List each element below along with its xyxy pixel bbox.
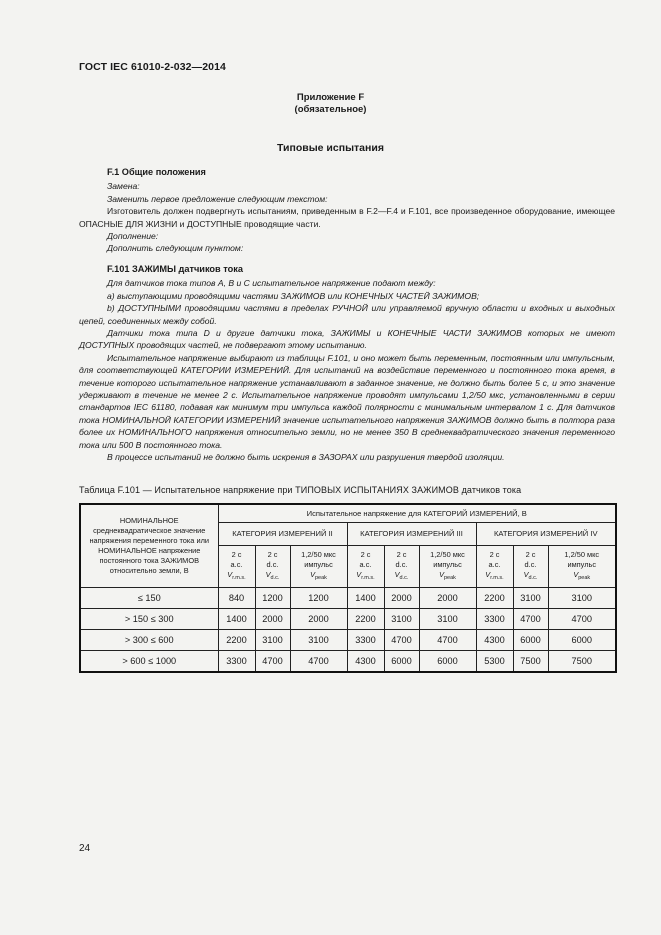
subheader-duration: 2 с [489, 549, 500, 559]
voltage-symbol: V [265, 569, 271, 579]
test-voltage-cell: 6000 [419, 650, 476, 672]
f101-para-2: а) выступающими проводящими частями ЗАЖИМОВ или КОНЕЧНЫХ ЧАСТЕЙ ЗАЖИМОВ; [107, 290, 480, 301]
f101-heading: F.101 ЗАЖИМЫ датчиков тока [107, 264, 243, 274]
subheader-dc-cell [255, 545, 290, 587]
table-row [80, 608, 616, 629]
voltage-subscript: peak [315, 574, 327, 581]
test-voltage-cell: 3300 [476, 608, 513, 629]
f1-heading: F.1 Общие положения [107, 167, 206, 177]
test-voltage-cell: 3100 [548, 587, 616, 608]
test-voltage-cell: 2200 [476, 587, 513, 608]
voltage-symbol: V [523, 569, 529, 579]
voltage-range-cell: ≤ 150 [80, 587, 218, 608]
test-voltage-cell: 6000 [548, 629, 616, 650]
voltage-symbol: V [573, 569, 579, 579]
test-voltage-cell: 2000 [419, 587, 476, 608]
voltage-subscript: d.c. [270, 574, 280, 581]
subheader-duration: 1,2/50 мкс [301, 549, 336, 559]
subheader-ac-cell [347, 545, 384, 587]
test-voltage-cell: 840 [218, 587, 255, 608]
table-body [80, 587, 616, 672]
voltage-symbol: V [485, 569, 491, 579]
section-f101 [79, 263, 615, 464]
annex-title: Приложение F [296, 92, 365, 103]
row-header-cell: НОМИНАЛЬНОЕ среднеквадратическое значение напряжения переменного тока или НОМИНАЛЬНОЕ напряжение постоянного тока ЗАЖИМОВ относительно земли, В [80, 504, 218, 587]
voltage-subscript: d.c. [528, 574, 538, 581]
f1-addition-instruction: Дополнить следующим пунктом: [107, 243, 244, 254]
voltage-symbol: V [356, 569, 362, 579]
voltage-subscript: r.m.s. [490, 574, 504, 581]
f101-para-1: Для датчиков тока типов А, В и С испытательное напряжение подают между: [107, 278, 436, 289]
section-title: Типовые испытания [277, 142, 384, 154]
test-voltage-cell: 6000 [513, 629, 548, 650]
test-voltage-cell: 7500 [513, 650, 548, 672]
test-voltage-cell: 4700 [548, 608, 616, 629]
test-voltage-cell: 2000 [255, 608, 290, 629]
subheader-type: a.c. [359, 559, 372, 569]
f1-paragraph: Изготовитель должен подвергнуть испытаниям, приведенным в F.2—F.4 и F.101, все произведенное оборудование, имеющее ОПАСНЫЕ ДЛЯ ЖИЗНИ и ДОСТУПНЫЕ проводящие части. [79, 206, 615, 229]
test-voltage-cell: 1200 [290, 587, 347, 608]
subheader-symbol [292, 570, 346, 583]
test-voltage-cell: 2000 [384, 587, 419, 608]
subheader-symbol [220, 570, 254, 583]
subheader-duration: 2 с [525, 549, 536, 559]
f101-para-6: В процессе испытаний не должно быть искрения в ЗАЗОРАХ или разрушения твердой изоляции. [107, 452, 505, 463]
document-header: ГОСТ IEC 61010-2-032—2014 [79, 61, 226, 73]
test-voltage-cell: 3100 [290, 629, 347, 650]
test-voltage-cell: 2000 [290, 608, 347, 629]
test-voltage-cell: 1400 [347, 587, 384, 608]
category-iii-header: КАТЕГОРИЯ ИЗМЕРЕНИЙ III [347, 522, 476, 545]
test-voltage-cell: 3100 [419, 608, 476, 629]
page-number: 24 [79, 843, 91, 854]
subheader-duration: 2 с [396, 549, 407, 559]
f1-replacement-label: Замена: [107, 181, 140, 192]
subheader-type: импульс [567, 559, 597, 569]
test-voltage-cell: 3300 [218, 650, 255, 672]
f1-replacement-instruction: Заменить первое предложение следующим текстом: [107, 193, 328, 204]
voltage-subscript: r.m.s. [232, 574, 246, 581]
subheader-type: импульс [433, 559, 462, 569]
voltage-symbol: V [394, 569, 400, 579]
subheader-ac-cell [476, 545, 513, 587]
f101-para-4: Датчики тока типа D и другие датчики тока, ЗАЖИМЫ и КОНЕЧНЫЕ ЧАСТИ ЗАЖИМОВ которых не имеют ДОСТУПНЫХ проводящих частей, не подвергают этому испытанию. [79, 328, 615, 351]
subheader-symbol [257, 570, 289, 583]
test-voltage-cell: 4700 [419, 629, 476, 650]
voltage-subscript: peak [444, 574, 456, 581]
subheader-symbol [421, 570, 475, 583]
subheader-type: a.c. [488, 559, 501, 569]
subheader-symbol [515, 570, 547, 583]
test-voltage-cell: 2200 [218, 629, 255, 650]
f101-para-5: Испытательное напряжение выбирают из таблицы F.101, и оно может быть переменным, постоянным или импульсным, для соответствующей КАТЕГОРИИ ИЗМЕРЕНИЙ. Для испытаний на воздействие переменного и постоянного тока время, в течение которого испытательное напряжение устанавливают в заданное значение, не должно быть более 5 с, и это значение удерживают в течение не менее 2 с. Испытательное напряжение проводят импульсами 1,2/50 мкс, установленными в серии стандартов IEC 61180, подавая как минимум три импульса каждой полярности с минимальным интервалом 1 с. Для датчиков тока НОМИНАЛЬНОЙ КАТЕГОРИИ ИЗМЕРЕНИЙ значение испытательного напряжения ЗАЖИМОВ должно быть в полтора раза более их НОМИНАЛЬНОГО напряжения относительно земли, но не менее 350 В среднеквадратического значения переменного тока или 500 В постоянного тока. [79, 352, 615, 450]
voltage-symbol: V [310, 569, 315, 579]
voltage-range-cell: > 600 ≤ 1000 [80, 650, 218, 672]
test-voltage-cell: 4300 [476, 629, 513, 650]
table-row [80, 629, 616, 650]
test-voltage-cell: 3100 [513, 587, 548, 608]
subheader-duration: 2 с [267, 549, 278, 559]
subheader-imp-cell [419, 545, 476, 587]
voltage-subscript: d.c. [399, 574, 409, 581]
table-row [80, 587, 616, 608]
annex-status: (обязательное) [294, 104, 367, 115]
subheader-duration: 2 с [231, 549, 242, 559]
subheader-type: d.c. [524, 559, 537, 569]
voltage-range-cell: > 150 ≤ 300 [80, 608, 218, 629]
subheader-symbol [550, 570, 615, 583]
subheader-duration: 1,2/50 мкс [430, 549, 465, 559]
category-iv-header: КАТЕГОРИЯ ИЗМЕРЕНИЙ IV [476, 522, 616, 545]
subheader-symbol [478, 570, 512, 583]
subheader-type: d.c. [395, 559, 408, 569]
voltage-subscript: peak [578, 574, 591, 581]
subheader-duration: 2 с [360, 549, 371, 559]
test-voltage-cell: 3100 [384, 608, 419, 629]
test-voltage-cell: 1200 [255, 587, 290, 608]
table-caption: Таблица F.101 — Испытательное напряжение при ТИПОВЫХ ИСПЫТАНИЯХ ЗАЖИМОВ датчиков тока [79, 485, 522, 495]
test-voltage-cell: 3300 [347, 629, 384, 650]
category-ii-header: КАТЕГОРИЯ ИЗМЕРЕНИЙ II [218, 522, 347, 545]
subheader-ac-cell [218, 545, 255, 587]
subheader-type: a.c. [230, 559, 243, 569]
voltage-symbol: V [439, 569, 444, 579]
test-voltage-cell: 4700 [290, 650, 347, 672]
voltage-range-cell: > 300 ≤ 600 [80, 629, 218, 650]
test-voltage-cell: 2200 [347, 608, 384, 629]
section-f1 [79, 166, 615, 255]
subheader-dc-cell [513, 545, 548, 587]
subheader-symbol [349, 570, 383, 583]
f101-para-3: b) ДОСТУПНЫМИ проводящими частями в пределах РУЧНОЙ или управляемой вручную области и входных и выходных цепей, соединенных между собой. [79, 303, 615, 326]
test-voltage-cell: 7500 [548, 650, 616, 672]
test-voltage-table [79, 503, 617, 673]
subheader-imp-cell [290, 545, 347, 587]
voltage-symbol: V [227, 569, 233, 579]
test-voltage-cell: 4700 [384, 629, 419, 650]
subheader-duration: 1,2/50 мкс [564, 549, 600, 559]
test-voltage-cell: 4700 [513, 608, 548, 629]
test-voltage-cell: 3100 [255, 629, 290, 650]
subheader-imp-cell [548, 545, 616, 587]
table-row [80, 650, 616, 672]
subheader-dc-cell [384, 545, 419, 587]
test-voltage-cell: 6000 [384, 650, 419, 672]
test-voltage-cell: 4700 [255, 650, 290, 672]
subheader-symbol [386, 570, 418, 583]
f1-addition-label: Дополнение: [107, 231, 159, 242]
test-voltage-cell: 4300 [347, 650, 384, 672]
test-voltage-cell: 1400 [218, 608, 255, 629]
test-voltage-cell: 5300 [476, 650, 513, 672]
subheader-type: импульс [304, 559, 333, 569]
group-header-cell: Испытательное напряжение для КАТЕГОРИЙ ИЗМЕРЕНИЙ, В [218, 504, 616, 522]
voltage-subscript: r.m.s. [361, 574, 375, 581]
subheader-type: d.c. [266, 559, 279, 569]
